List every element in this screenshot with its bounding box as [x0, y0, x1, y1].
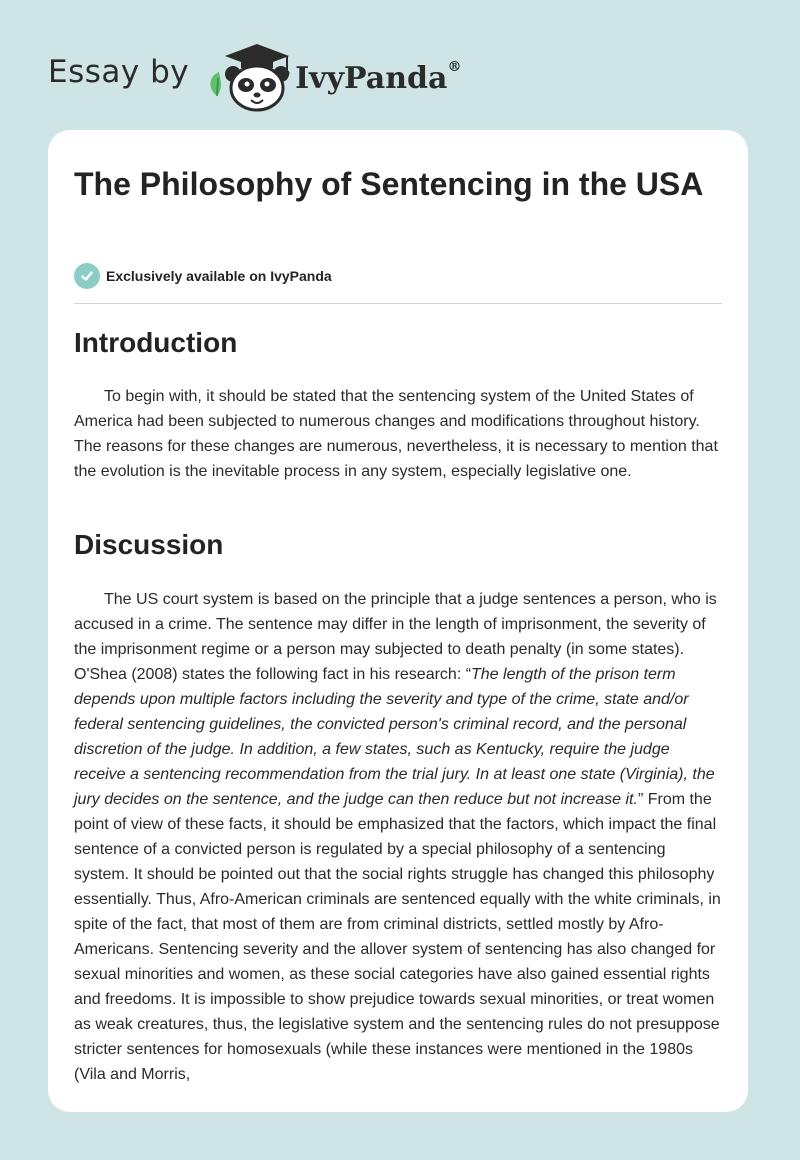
- exclusive-badge: [74, 262, 332, 290]
- panda-mascot-icon: [203, 38, 291, 114]
- brand-logo[interactable]: [48, 36, 461, 116]
- check-badge-icon: [74, 263, 100, 289]
- discussion-paragraph: [74, 587, 722, 1087]
- essay-card: [48, 130, 748, 1112]
- brand-name: IvyPanda®: [295, 58, 462, 96]
- divider: [74, 303, 722, 304]
- introduction-paragraph: To begin with, it should be stated that the sentencing system of the United States of America had been subjected to numerous changes and modifications throughout history. The reasons for these changes are numerous, nevertheless, it is necessary to mention that the evolution is the inevitable process in any system, especially legislative one.: [74, 388, 718, 480]
- discussion-text-after-quote: ” From the point of view of these facts, it should be emphasized that the factors, which impact the final sentence of a convicted person is regulated by a special philosophy of a sentencing system. It should be pointed out that the social rights struggle has changed this philosophy essentially. Thus, Afro-American criminals are sentenced equally with the white criminals, in spite of the fact, that most of them are from criminal districts, settled mostly by Afro-Americans. Sentencing severity and the allover system of sentencing has also changed for sexual minorities and women, as these social categories have also gained essential rights and freedoms. It is impossible to show prejudice towards sexual minorities, or treat women as weak creatures, thus, the legislative system and the sentencing rules do not presuppose stricter sentences for homosexuals (while these instances were mentioned in the 1980s (Vila and Morris,: [74, 791, 721, 1083]
- badge-label: Exclusively available on IvyPanda: [106, 268, 332, 284]
- oshea-quote: The length of the prison term depends upon multiple factors including the severity and type of the crime, state and/or federal sentencing guidelines, the convicted person's criminal record, and the personal discretion of the judge. In addition, a few states, such as Kentucky, require the judge receive a sentencing recommendation from the trial jury. In at least one state (Virginia), the jury decides on the sentence, and the judge can then reduce but not increase it.: [74, 666, 715, 808]
- section-heading-discussion: Discussion: [74, 529, 224, 560]
- section-heading-introduction: Introduction: [74, 327, 238, 358]
- page-title: The Philosophy of Sentencing in the USA: [74, 166, 704, 202]
- discussion-text-before-quote: The US court system is based on the principle that a judge sentences a person, who is accused in a crime. The sentence may differ in the length of imprisonment, the severity of the imprisonment regime or a person may subjected to death penalty (in some states). O'Shea (2008) states the following fact in his research: “: [74, 591, 717, 683]
- brand-prefix: Essay by: [48, 54, 190, 90]
